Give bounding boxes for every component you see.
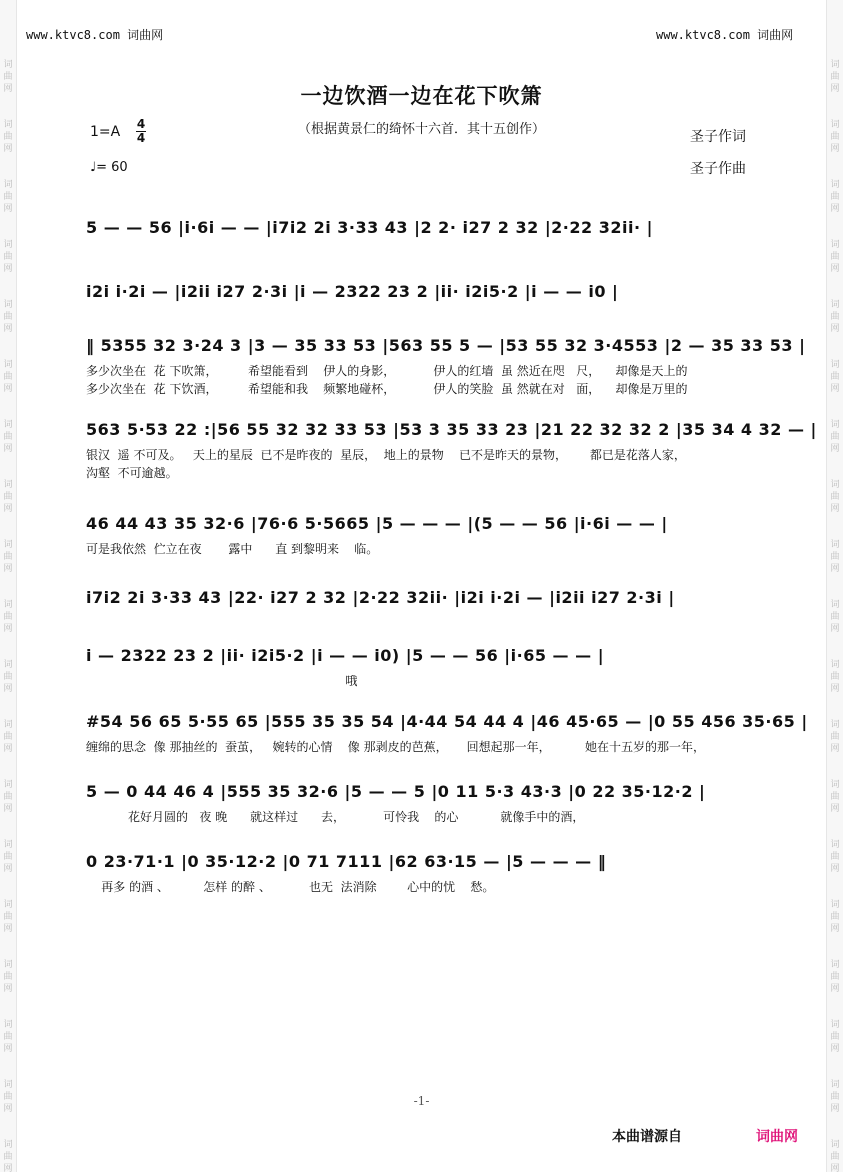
watermark-char: 词: [830, 960, 840, 970]
watermark-char: 词: [830, 120, 840, 130]
watermark-char: 词: [3, 60, 13, 70]
watermark-char: 词: [3, 420, 13, 430]
page-number: -1-: [413, 1094, 430, 1108]
lyric-line: 可是我依然 伫立在夜 露中 直 到黎明来 临。: [86, 542, 379, 556]
watermark-char: 网: [830, 264, 840, 274]
watermark-char: 网: [3, 564, 13, 574]
song-subtitle: （根据黄景仁的绮怀十六首．其十五创作）: [297, 122, 545, 137]
watermark-char: 网: [830, 924, 840, 934]
time-signature-top: 4: [136, 117, 146, 131]
watermark-char: 词: [3, 1020, 13, 1030]
watermark-char: 网: [830, 744, 840, 754]
watermark-char: 词: [830, 360, 840, 370]
watermark-char: 网: [3, 144, 13, 154]
score-line: #54 56 65 5·55 65 |555 35 35 54 |4·44 54 44 4 |46 45·65 — |0 55 456 35·65 |: [86, 712, 808, 731]
watermark-char: 词: [3, 660, 13, 670]
watermark-char: 网: [830, 864, 840, 874]
watermark-char: 词: [830, 1020, 840, 1030]
watermark-char: 网: [3, 204, 13, 214]
watermark-char: 词: [830, 240, 840, 250]
score-line: 5 — — 56 |i·6i — — |i7i2 2i 3·33 43 |2 2· i27 2 32 |2·22 32ii· |: [86, 218, 653, 237]
left-watermark-strip: [0, 0, 17, 1172]
watermark-char: 曲: [3, 612, 13, 622]
watermark-char: 曲: [830, 552, 840, 562]
watermark-char: 网: [3, 984, 13, 994]
watermark-char: 网: [830, 624, 840, 634]
right-watermark-strip: [826, 0, 843, 1172]
score-line: 46 44 43 35 32·6 |76·6 5·5665 |5 — — — |(5 — — 56 |i·6i — — |: [86, 514, 668, 533]
watermark-char: 网: [830, 1164, 840, 1174]
watermark-char: 曲: [3, 732, 13, 742]
watermark-char: 网: [3, 1104, 13, 1114]
watermark-char: 曲: [830, 432, 840, 442]
watermark-char: 曲: [3, 552, 13, 562]
watermark-char: 词: [830, 300, 840, 310]
watermark-char: 曲: [3, 312, 13, 322]
watermark-char: 曲: [830, 492, 840, 502]
watermark-char: 网: [830, 144, 840, 154]
watermark-char: 网: [3, 924, 13, 934]
lyric-line: 再多 的酒 、 怎样 的醉 、 也无 法消除 心中的忧 愁。: [86, 880, 495, 894]
composer-credit: 圣子作曲: [690, 161, 746, 177]
watermark-char: 曲: [830, 1092, 840, 1102]
watermark-char: 曲: [3, 132, 13, 142]
watermark-char: 词: [3, 300, 13, 310]
watermark-char: 网: [3, 264, 13, 274]
watermark-char: 曲: [830, 252, 840, 262]
watermark-char: 网: [830, 1104, 840, 1114]
watermark-char: 词: [3, 180, 13, 190]
watermark-char: 词: [830, 720, 840, 730]
watermark-char: 词: [830, 900, 840, 910]
watermark-char: 网: [830, 984, 840, 994]
watermark-char: 曲: [830, 732, 840, 742]
site-url-left: www.ktvc8.com 词曲网: [26, 28, 164, 42]
watermark-char: 网: [830, 324, 840, 334]
source-label: 本曲谱源自: [612, 1129, 682, 1145]
watermark-char: 词: [830, 480, 840, 490]
watermark-char: 网: [3, 444, 13, 454]
watermark-char: 词: [3, 1080, 13, 1090]
watermark-char: 词: [830, 1080, 840, 1090]
watermark-char: 词: [830, 780, 840, 790]
watermark-char: 词: [830, 600, 840, 610]
watermark-char: 曲: [3, 912, 13, 922]
watermark-char: 词: [3, 900, 13, 910]
watermark-char: 曲: [830, 612, 840, 622]
watermark-char: 词: [3, 120, 13, 130]
lyric-line: 缠绵的思念 像 那抽丝的 蚕茧， 婉转的心情 像 那剥皮的芭蕉， 回想起那一年， 她在十五岁的那一年，: [86, 740, 705, 754]
watermark-char: 曲: [830, 372, 840, 382]
watermark-char: 曲: [830, 72, 840, 82]
watermark-char: 曲: [830, 192, 840, 202]
watermark-char: 曲: [830, 972, 840, 982]
watermark-char: 网: [3, 864, 13, 874]
watermark-char: 词: [3, 240, 13, 250]
lyric-line: 花好月圆的 夜 晚 就这样过 去， 可怜我 的心 就像手中的酒，: [86, 810, 585, 824]
watermark-char: 曲: [3, 792, 13, 802]
lyric-line: 多少次坐在 花 下吹箫， 希望能看到 伊人的身影， 伊人的红墙 虽 然近在咫 尺， 却像是天上的: [86, 364, 688, 378]
watermark-char: 网: [830, 504, 840, 514]
song-title: 一边饮酒一边在花下吹箫: [300, 83, 543, 108]
watermark-char: 曲: [3, 252, 13, 262]
watermark-char: 网: [830, 1044, 840, 1054]
watermark-char: 曲: [830, 1152, 840, 1162]
watermark-char: 曲: [3, 672, 13, 682]
watermark-char: 曲: [3, 492, 13, 502]
watermark-char: 曲: [3, 1152, 13, 1162]
score-line: i — 2322 23 2 |ii· i2i5·2 |i — — i0) |5 — — 56 |i·65 — — |: [86, 646, 605, 665]
watermark-char: 网: [830, 564, 840, 574]
watermark-char: 曲: [830, 132, 840, 142]
lyric-line-second-verse: 沟壑 不可逾越。: [86, 466, 178, 480]
watermark-char: 网: [3, 744, 13, 754]
watermark-char: 曲: [3, 432, 13, 442]
time-signature: [136, 118, 146, 145]
site-url-right: www.ktvc8.com 词曲网: [656, 28, 794, 42]
watermark-char: 网: [3, 684, 13, 694]
watermark-char: 网: [830, 204, 840, 214]
watermark-char: 曲: [830, 792, 840, 802]
key-signature: 1=A: [90, 124, 121, 140]
lyric-line: 哦: [86, 674, 358, 688]
watermark-char: 网: [830, 84, 840, 94]
watermark-char: 词: [830, 420, 840, 430]
watermark-char: 曲: [830, 912, 840, 922]
score-line: 563 5·53 22 :|56 55 32 32 33 53 |53 3 35 33 23 |21 22 32 32 2 |35 34 4 32 — |: [86, 420, 817, 439]
score-line: ‖ 5355 32 3·24 3 |3 — 35 33 53 |563 55 5 — |53 55 32 3·4553 |2 — 35 33 53 |: [86, 336, 806, 355]
watermark-char: 词: [3, 960, 13, 970]
watermark-char: 曲: [3, 852, 13, 862]
watermark-char: 词: [830, 60, 840, 70]
watermark-char: 网: [3, 624, 13, 634]
watermark-char: 词: [830, 1140, 840, 1150]
score-line: i7i2 2i 3·33 43 |22· i27 2 32 |2·22 32ii· |i2i i·2i — |i2ii i27 2·3i |: [86, 588, 675, 607]
watermark-char: 词: [3, 840, 13, 850]
watermark-char: 曲: [830, 672, 840, 682]
watermark-char: 网: [3, 324, 13, 334]
watermark-char: 曲: [830, 852, 840, 862]
watermark-char: 曲: [830, 1032, 840, 1042]
watermark-char: 网: [3, 84, 13, 94]
time-signature-bottom: 4: [136, 131, 146, 145]
watermark-char: 曲: [3, 72, 13, 82]
watermark-char: 词: [3, 360, 13, 370]
watermark-char: 词: [3, 600, 13, 610]
score-line: i2i i·2i — |i2ii i27 2·3i |i — 2322 23 2 |ii· i2i5·2 |i — — i0 |: [86, 282, 619, 301]
watermark-char: 网: [3, 384, 13, 394]
watermark-char: 曲: [3, 372, 13, 382]
watermark-char: 曲: [830, 312, 840, 322]
watermark-char: 词: [830, 540, 840, 550]
watermark-char: 网: [3, 804, 13, 814]
lyric-line-second-verse: 多少次坐在 花 下饮酒， 希望能和我 频繁地碰杯， 伊人的笑脸 虽 然就在对 面， 却像是万里的: [86, 382, 688, 396]
watermark-char: 曲: [3, 192, 13, 202]
watermark-char: 词: [830, 840, 840, 850]
watermark-char: 词: [3, 780, 13, 790]
watermark-char: 词: [3, 540, 13, 550]
score-line: 5 — 0 44 46 4 |555 35 32·6 |5 — — 5 |0 11 5·3 43·3 |0 22 35·12·2 |: [86, 782, 706, 801]
score-line: 0 23·71·1 |0 35·12·2 |0 71 7111 |62 63·15 — |5 — — — ‖: [86, 852, 607, 871]
watermark-char: 词: [3, 480, 13, 490]
watermark-char: 网: [830, 384, 840, 394]
watermark-char: 网: [3, 1044, 13, 1054]
watermark-char: 曲: [3, 1032, 13, 1042]
watermark-char: 网: [830, 804, 840, 814]
tempo-marking: ♩= 60: [90, 160, 128, 175]
watermark-char: 词: [830, 180, 840, 190]
watermark-char: 曲: [3, 1092, 13, 1102]
lyric-line: 银汉 遥 不可及。 天上的星辰 已不是昨夜的 星辰， 地上的景物 已不是昨天的景物， 都已是花落人家，: [86, 448, 686, 462]
watermark-char: 网: [830, 444, 840, 454]
watermark-char: 网: [3, 1164, 13, 1174]
watermark-char: 词: [830, 660, 840, 670]
watermark-char: 网: [3, 504, 13, 514]
watermark-char: 网: [830, 684, 840, 694]
lyricist-credit: 圣子作词: [690, 129, 746, 145]
brand-logo-text: 词曲网: [756, 1129, 798, 1145]
watermark-char: 词: [3, 720, 13, 730]
watermark-char: 曲: [3, 972, 13, 982]
watermark-char: 词: [3, 1140, 13, 1150]
